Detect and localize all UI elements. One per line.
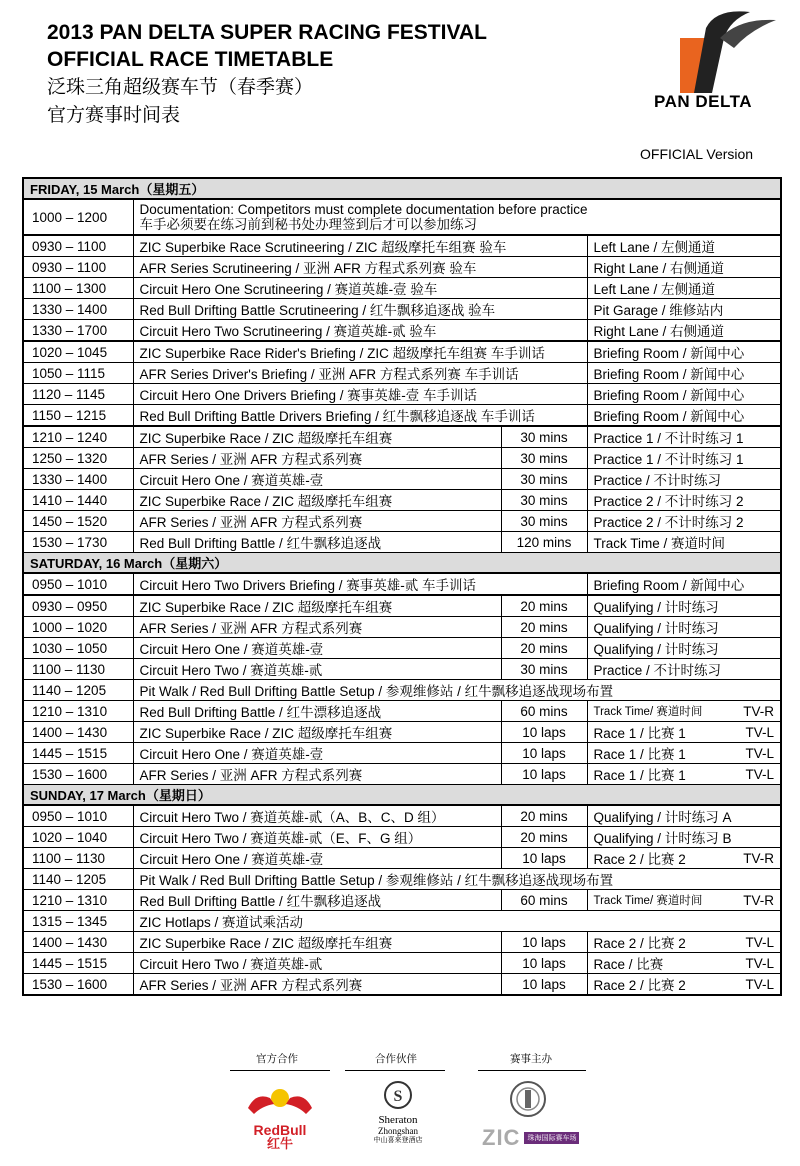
session-duration: 20 mins: [501, 595, 587, 617]
session-event: ZIC Superbike Race / ZIC 超级摩托车组赛: [133, 595, 501, 617]
session-location: [587, 299, 781, 320]
session-time: 1100 – 1300: [23, 278, 133, 299]
session-duration: 30 mins: [501, 469, 587, 490]
session-location: [587, 827, 781, 848]
session-location-text: Practice 1 / 不计时练习 1: [593, 452, 744, 467]
tv-coverage: TV-R: [743, 850, 775, 866]
sheraton-logo: [366, 1080, 430, 1160]
session-location-text: Race 2 / 比赛 2: [593, 936, 686, 951]
session-time: 1410 – 1440: [23, 490, 133, 511]
session-location-text: Track Time/ 赛道时间: [593, 706, 703, 718]
table-row: [23, 869, 781, 890]
session-location: [587, 384, 781, 405]
session-event: ZIC Superbike Race / ZIC 超级摩托车组赛: [133, 932, 501, 953]
session-time: 1400 – 1430: [23, 722, 133, 743]
session-time: 1450 – 1520: [23, 511, 133, 532]
session-event: Circuit Hero Two Drivers Briefing / 赛事英雄-贰 车手训话: [133, 573, 587, 595]
official-partner-label: 官方合作: [256, 1053, 298, 1065]
session-time: 1140 – 1205: [23, 680, 133, 701]
session-duration: 60 mins: [501, 890, 587, 911]
svg-text:S: S: [393, 1088, 403, 1105]
session-location: [587, 805, 781, 827]
session-time: 1020 – 1040: [23, 827, 133, 848]
session-time: 1140 – 1205: [23, 869, 133, 890]
session-location: [587, 363, 781, 384]
zic-cn-badge: 珠海国际赛车场: [524, 1132, 579, 1144]
session-time: 1250 – 1320: [23, 448, 133, 469]
session-time: 1150 – 1215: [23, 405, 133, 427]
session-event: AFR Series Driver's Briefing / 亚洲 AFR 方程式系列赛 车手训话: [133, 363, 587, 384]
session-location: [587, 595, 781, 617]
session-time: 1330 – 1400: [23, 469, 133, 490]
table-row: [23, 890, 781, 911]
tv-coverage: TV-L: [745, 934, 775, 950]
sheraton-text: Sheraton: [378, 1114, 418, 1126]
session-event: Circuit Hero One / 赛道英雄-壹: [133, 469, 501, 490]
session-duration: 120 mins: [501, 532, 587, 553]
partner-label: 合作伙伴: [375, 1053, 417, 1065]
table-row: [23, 680, 781, 701]
session-time: 1020 – 1045: [23, 341, 133, 363]
session-duration: 20 mins: [501, 805, 587, 827]
session-time: 1330 – 1400: [23, 299, 133, 320]
session-event: Pit Walk / Red Bull Drifting Battle Setup / 参观维修站 / 红牛飘移追逐战现场布置: [133, 680, 781, 701]
session-time: 1530 – 1600: [23, 974, 133, 996]
session-event: Red Bull Drifting Battle / 红牛飘移追逐战: [133, 890, 501, 911]
session-location-text: Practice 2 / 不计时练习 2: [593, 494, 744, 509]
session-event: AFR Series / 亚洲 AFR 方程式系列赛: [133, 617, 501, 638]
session-time: 1050 – 1115: [23, 363, 133, 384]
session-location-text: Briefing Room / 新闻中心: [593, 578, 745, 593]
table-row: [23, 764, 781, 785]
session-event: Circuit Hero Two / 赛道英雄-贰: [133, 953, 501, 974]
session-event: AFR Series / 亚洲 AFR 方程式系列赛: [133, 448, 501, 469]
session-location-text: Briefing Room / 新闻中心: [593, 346, 745, 361]
chinese-title-line-2: 官方赛事时间表: [47, 104, 181, 126]
session-location-text: Qualifying / 计时练习: [593, 642, 719, 657]
session-duration: 10 laps: [501, 764, 587, 785]
day-header-row: [23, 785, 781, 806]
sponsor-divider: [345, 1070, 445, 1071]
table-row: [23, 511, 781, 532]
session-event: AFR Series / 亚洲 AFR 方程式系列赛: [133, 974, 501, 996]
tv-coverage: TV-L: [745, 766, 775, 782]
tv-coverage: TV-L: [745, 724, 775, 740]
table-row: [23, 405, 781, 427]
day-header-row: [23, 553, 781, 574]
session-duration: 10 laps: [501, 932, 587, 953]
session-event: ZIC Superbike Race / ZIC 超级摩托车组赛: [133, 722, 501, 743]
table-row: [23, 911, 781, 932]
session-location: [587, 278, 781, 299]
session-time: 1000 – 1020: [23, 617, 133, 638]
tv-coverage: TV-R: [743, 892, 775, 908]
table-row: [23, 320, 781, 342]
session-location: [587, 532, 781, 553]
table-row: [23, 974, 781, 996]
session-time: 1400 – 1430: [23, 932, 133, 953]
table-row: [23, 448, 781, 469]
title-line-1: 2013 PAN DELTA SUPER RACING FESTIVAL: [47, 21, 487, 44]
zic-emblem-icon: [476, 1078, 586, 1120]
table-row: [23, 532, 781, 553]
session-location-text: Pit Garage / 维修站内: [593, 303, 724, 318]
session-event: ZIC Superbike Race / ZIC 超级摩托车组赛: [133, 490, 501, 511]
session-time: 1120 – 1145: [23, 384, 133, 405]
session-time: 1210 – 1310: [23, 701, 133, 722]
session-event: Circuit Hero Two / 赛道英雄-贰（A、B、C、D 组）: [133, 805, 501, 827]
sponsor-divider: [230, 1070, 330, 1071]
session-event: ZIC Superbike Race Rider's Briefing / ZIC 超级摩托车组赛 车手训话: [133, 341, 587, 363]
table-row: [23, 363, 781, 384]
redbull-cn-text: 红牛: [266, 1137, 293, 1152]
session-location: [587, 659, 781, 680]
session-location-text: Left Lane / 左侧通道: [593, 282, 716, 297]
session-location: [587, 974, 781, 996]
session-location-text: Qualifying / 计时练习: [593, 621, 719, 636]
session-location: [587, 848, 781, 869]
session-event-en: Documentation: Competitors must complete documentation before practice: [139, 202, 588, 217]
session-location-text: Practice / 不计时练习: [593, 663, 722, 678]
session-location-text: Race 1 / 比赛 1: [593, 747, 686, 762]
session-event: ZIC Superbike Race Scrutineering / ZIC 超级摩托车组赛 验车: [133, 235, 587, 257]
session-time: 1330 – 1700: [23, 320, 133, 342]
session-location: [587, 448, 781, 469]
session-location-text: Qualifying / 计时练习 B: [593, 831, 732, 846]
table-row: [23, 617, 781, 638]
table-row: [23, 932, 781, 953]
session-duration: 20 mins: [501, 827, 587, 848]
session-event: Circuit Hero Two / 赛道英雄-贰: [133, 659, 501, 680]
session-location-text: Qualifying / 计时练习: [593, 600, 719, 615]
session-time: 1530 – 1600: [23, 764, 133, 785]
session-location: [587, 235, 781, 257]
session-event: Circuit Hero One Drivers Briefing / 赛事英雄-壹 车手训话: [133, 384, 587, 405]
table-row: [23, 490, 781, 511]
session-time: 1030 – 1050: [23, 638, 133, 659]
table-row: [23, 384, 781, 405]
day-heading: FRIDAY, 15 March（星期五）: [23, 178, 781, 199]
table-row: [23, 426, 781, 448]
table-row: [23, 659, 781, 680]
session-event: [133, 199, 781, 235]
session-location: [587, 469, 781, 490]
session-time: 0930 – 0950: [23, 595, 133, 617]
session-location: [587, 638, 781, 659]
session-location: [587, 573, 781, 595]
session-duration: 60 mins: [501, 701, 587, 722]
session-event: Circuit Hero One Scrutineering / 赛道英雄-壹 验车: [133, 278, 587, 299]
table-row: [23, 595, 781, 617]
session-location: [587, 490, 781, 511]
sheraton-emblem-icon: [383, 1080, 413, 1110]
session-event: Red Bull Drifting Battle Scrutineering / 红牛飘移追逐战 验车: [133, 299, 587, 320]
tv-coverage: TV-L: [745, 955, 775, 971]
tv-coverage: TV-L: [745, 745, 775, 761]
session-event: Red Bull Drifting Battle Drivers Briefing / 红牛飘移追逐战 车手训话: [133, 405, 587, 427]
session-time: 1315 – 1345: [23, 911, 133, 932]
session-location: [587, 511, 781, 532]
session-duration: 10 laps: [501, 953, 587, 974]
chinese-title-line-1: 泛珠三角超级赛车节（春季赛）: [47, 76, 314, 98]
session-time: 1445 – 1515: [23, 953, 133, 974]
sheraton-cn-text: 中山喜来登酒店: [373, 1136, 423, 1144]
session-location-text: Race / 比赛: [593, 957, 664, 972]
pan-delta-logo-text: PAN DELTA: [654, 92, 752, 111]
table-row: [23, 827, 781, 848]
session-event: AFR Series Scrutineering / 亚洲 AFR 方程式系列赛 验车: [133, 257, 587, 278]
session-duration: 20 mins: [501, 617, 587, 638]
session-location: [587, 426, 781, 448]
session-location-text: Briefing Room / 新闻中心: [593, 388, 745, 403]
title-line-2: OFFICIAL RACE TIMETABLE: [47, 48, 334, 71]
session-duration: 10 laps: [501, 722, 587, 743]
version-label: OFFICIAL Version: [640, 146, 754, 162]
session-location-text: Briefing Room / 新闻中心: [593, 409, 745, 424]
day-header-row: [23, 178, 781, 199]
tv-coverage: TV-R: [743, 703, 775, 719]
session-location-text: Left Lane / 左侧通道: [593, 240, 716, 255]
session-duration: 30 mins: [501, 659, 587, 680]
session-location: [587, 890, 781, 911]
session-location: [587, 701, 781, 722]
table-row: [23, 953, 781, 974]
session-duration: 20 mins: [501, 638, 587, 659]
zic-logo: [476, 1078, 586, 1158]
session-location-text: Practice / 不计时练习: [593, 473, 722, 488]
session-location-text: Track Time/ 赛道时间: [593, 895, 703, 907]
session-duration: 10 laps: [501, 974, 587, 996]
session-duration: 30 mins: [501, 426, 587, 448]
session-location-text: Practice 2 / 不计时练习 2: [593, 515, 744, 530]
session-event: Red Bull Drifting Battle / 红牛漂移追逐战: [133, 701, 501, 722]
zic-text: ZIC: [482, 1125, 521, 1150]
session-location-text: Briefing Room / 新闻中心: [593, 367, 745, 382]
session-time: 0950 – 1010: [23, 573, 133, 595]
tv-coverage: TV-L: [745, 976, 775, 992]
organizer-label: 赛事主办: [510, 1053, 552, 1065]
session-location-text: Race 1 / 比赛 1: [593, 768, 686, 783]
session-duration: 30 mins: [501, 448, 587, 469]
session-location-text: Qualifying / 计时练习 A: [593, 810, 732, 825]
day-heading: SUNDAY, 17 March（星期日）: [23, 785, 781, 806]
session-location: [587, 257, 781, 278]
table-row: [23, 199, 781, 235]
session-duration: 30 mins: [501, 490, 587, 511]
session-time: 1210 – 1310: [23, 890, 133, 911]
table-row: [23, 573, 781, 595]
session-location: [587, 617, 781, 638]
table-row: [23, 805, 781, 827]
session-time: 1445 – 1515: [23, 743, 133, 764]
session-location-text: Right Lane / 右侧通道: [593, 324, 725, 339]
session-event: Red Bull Drifting Battle / 红牛飘移追逐战: [133, 532, 501, 553]
table-row: [23, 701, 781, 722]
sheraton-location-text: Zhongshan: [378, 1126, 418, 1136]
session-time: 1100 – 1130: [23, 659, 133, 680]
session-event: ZIC Superbike Race / ZIC 超级摩托车组赛: [133, 426, 501, 448]
session-event: Circuit Hero Two / 赛道英雄-贰（E、F、G 组）: [133, 827, 501, 848]
session-location-text: Practice 1 / 不计时练习 1: [593, 431, 744, 446]
session-time: 0950 – 1010: [23, 805, 133, 827]
table-row: [23, 257, 781, 278]
session-time: 1530 – 1730: [23, 532, 133, 553]
session-location-text: Track Time / 赛道时间: [593, 536, 726, 551]
table-row: [23, 469, 781, 490]
session-event: AFR Series / 亚洲 AFR 方程式系列赛: [133, 511, 501, 532]
session-location: [587, 341, 781, 363]
session-duration: 30 mins: [501, 511, 587, 532]
session-location: [587, 722, 781, 743]
table-row: [23, 722, 781, 743]
race-timetable: [22, 177, 782, 996]
session-location: [587, 320, 781, 342]
redbull-bulls-icon: [244, 1084, 316, 1118]
session-location: [587, 405, 781, 427]
session-event: ZIC Hotlaps / 赛道试乘活动: [133, 911, 781, 932]
table-row: [23, 743, 781, 764]
session-time: 1210 – 1240: [23, 426, 133, 448]
table-row: [23, 638, 781, 659]
session-location: [587, 764, 781, 785]
session-time: 1000 – 1200: [23, 199, 133, 235]
session-location: [587, 743, 781, 764]
session-event: Pit Walk / Red Bull Drifting Battle Setup / 参观维修站 / 红牛飘移追逐战现场布置: [133, 869, 781, 890]
session-event: Circuit Hero One / 赛道英雄-壹: [133, 638, 501, 659]
session-location-text: Race 2 / 比赛 2: [593, 852, 686, 867]
redbull-logo: [244, 1084, 316, 1154]
table-row: [23, 848, 781, 869]
session-location-text: Race 2 / 比赛 2: [593, 978, 686, 993]
day-heading: SATURDAY, 16 March（星期六）: [23, 553, 781, 574]
table-row: [23, 341, 781, 363]
session-location-text: Right Lane / 右侧通道: [593, 261, 725, 276]
sponsor-divider: [478, 1070, 586, 1071]
sponsors-footer: [0, 1048, 800, 1166]
session-event: Circuit Hero One / 赛道英雄-壹: [133, 743, 501, 764]
table-row: [23, 278, 781, 299]
session-location: [587, 932, 781, 953]
table-row: [23, 299, 781, 320]
session-event: Circuit Hero Two Scrutineering / 赛道英雄-贰 验车: [133, 320, 587, 342]
session-time: 0930 – 1100: [23, 235, 133, 257]
redbull-text: RedBull: [253, 1122, 307, 1138]
session-time: 1100 – 1130: [23, 848, 133, 869]
table-row: [23, 235, 781, 257]
session-event: AFR Series / 亚洲 AFR 方程式系列赛: [133, 764, 501, 785]
session-duration: 10 laps: [501, 743, 587, 764]
session-time: 0930 – 1100: [23, 257, 133, 278]
session-duration: 10 laps: [501, 848, 587, 869]
session-location-text: Race 1 / 比赛 1: [593, 726, 686, 741]
session-event-note: 车手必须要在练习前到秘书处办理签到后才可以参加练习: [139, 217, 477, 232]
session-event: Circuit Hero One / 赛道英雄-壹: [133, 848, 501, 869]
session-location: [587, 953, 781, 974]
